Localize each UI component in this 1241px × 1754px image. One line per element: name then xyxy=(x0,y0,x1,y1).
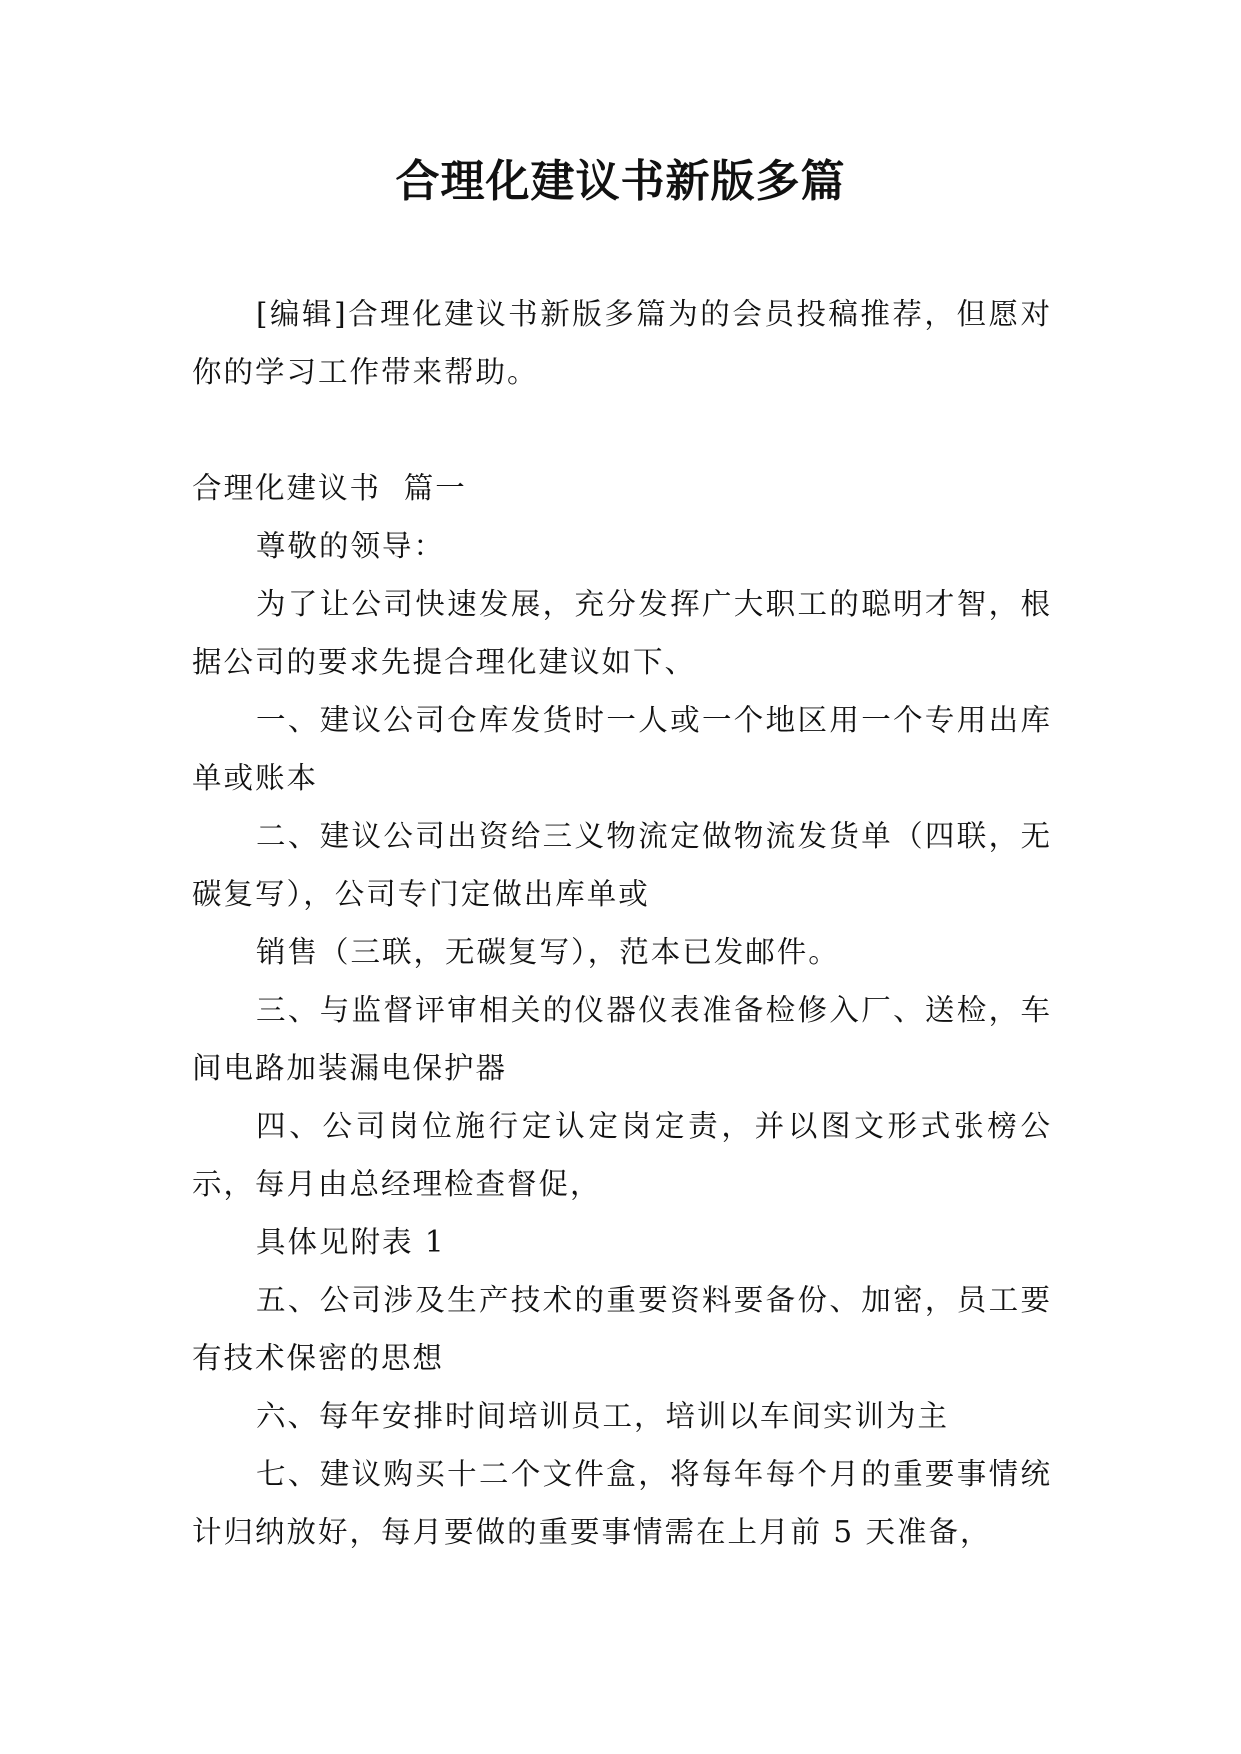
section-heading: 合理化建议书 篇一 xyxy=(192,471,467,505)
body-paragraph: 二、建议公司出资给三义物流定做物流发货单（四联，无碳复写），公司专门定做出库单或 xyxy=(192,819,1052,911)
body-paragraph: 六、每年安排时间培训员工，培训以车间实训为主 xyxy=(256,1399,950,1433)
body-paragraph: 七、建议购买十二个文件盒，将每年每个月的重要事情统计归纳放好，每月要做的重要事情需在上月前 5 天准备， xyxy=(192,1457,1052,1549)
body-paragraph: 一、建议公司仓库发货时一人或一个地区用一个专用出库单或账本 xyxy=(192,703,1052,795)
body-paragraph: 四、公司岗位施行定认定岗定责，并以图文形式张榜公示，每月由总经理检查督促， xyxy=(192,1109,1052,1201)
body-paragraph: 销售（三联，无碳复写），范本已发邮件。 xyxy=(256,935,840,969)
body-paragraph: 具体见附表 1 xyxy=(256,1225,446,1259)
body-paragraph: 三、与监督评审相关的仪器仪表准备检修入厂、送检，车间电路加装漏电保护器 xyxy=(192,993,1052,1085)
document-body xyxy=(192,285,1052,1561)
body-paragraph: 为了让公司快速发展，充分发挥广大职工的聪明才智，根据公司的要求先提合理化建议如下、 xyxy=(192,587,1052,679)
body-paragraph: 五、公司涉及生产技术的重要资料要备份、加密，员工要有技术保密的思想 xyxy=(192,1283,1052,1375)
document-title: 合理化建议书新版多篇 xyxy=(395,156,846,207)
salutation: 尊敬的领导： xyxy=(256,529,446,563)
intro-paragraph: [编辑]合理化建议书新版多篇为的会员投稿推荐，但愿对你的学习工作带来帮助。 xyxy=(192,297,1052,389)
